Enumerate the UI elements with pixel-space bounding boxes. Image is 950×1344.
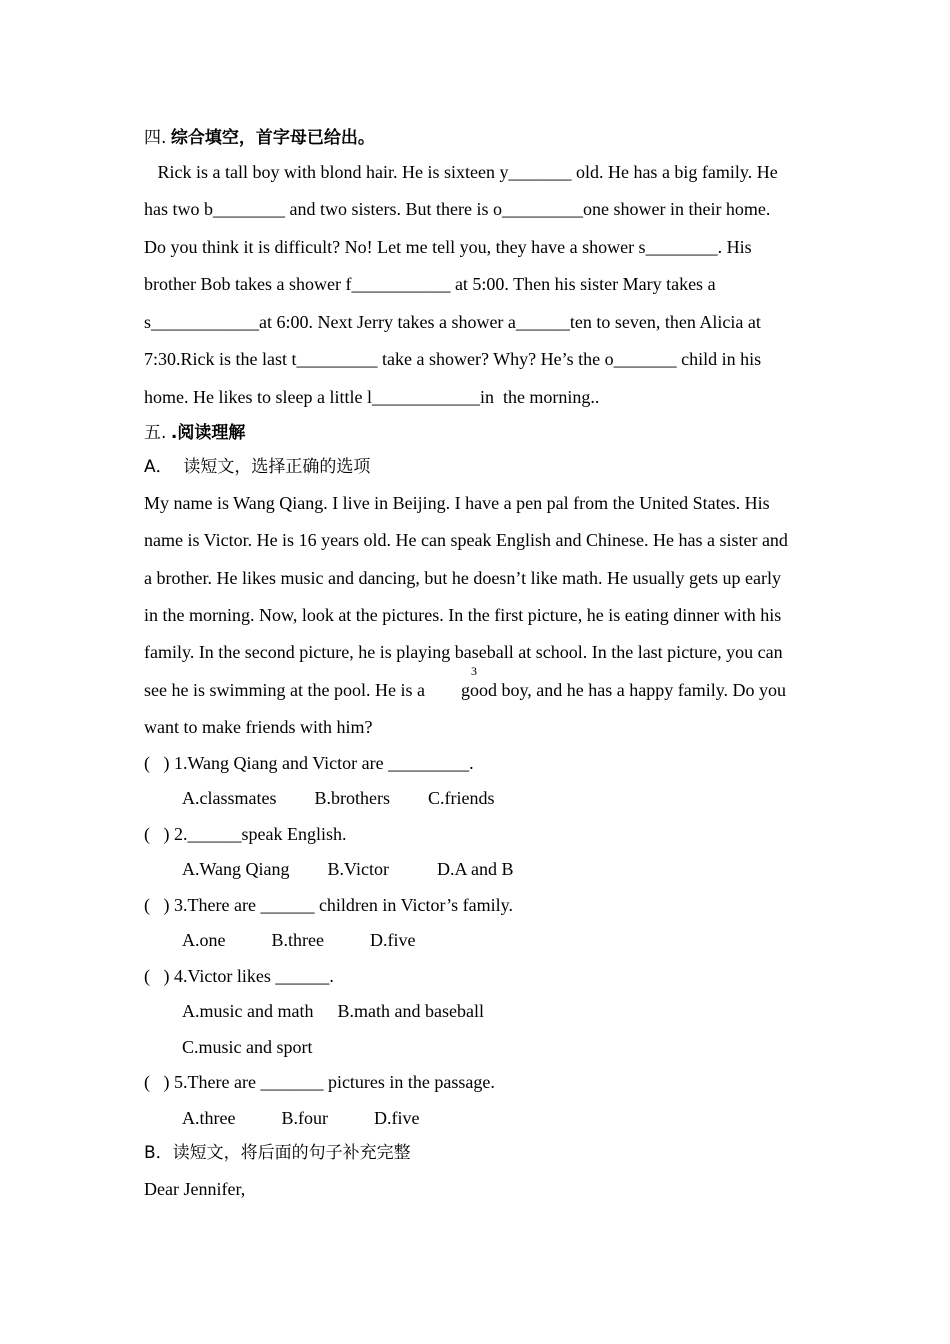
option: B.brothers <box>314 788 390 808</box>
section-4-heading <box>144 126 844 149</box>
cloze-line: home. He likes to sleep a little l____________in the morning.. <box>144 387 600 407</box>
question-stem: 5.There are _______ pictures in the passage. <box>174 1072 495 1092</box>
question-3 <box>144 894 844 916</box>
question-stem: 2.______speak English. <box>174 824 347 844</box>
passage-line: see he is swimming at the pool. He is a good boy, and he has a happy family. Do you <box>144 680 787 700</box>
question-4-options-line2 <box>182 1036 882 1058</box>
passage-line: a brother. He likes music and dancing, but he doesn’t like math. He usually gets up early <box>144 568 782 588</box>
part-b-title: B．读短文，将后面的句子补充完整 <box>144 1143 411 1163</box>
question-stem: 3.There are ______ children in Victor’s family. <box>174 895 513 915</box>
option: C.music and sport <box>182 1037 313 1057</box>
passage-line: want to make friends with him? <box>144 717 373 737</box>
passage-line: name is Victor. He is 16 years old. He can speak English and Chinese. He has a sister and <box>144 530 788 550</box>
option: D.A and B <box>436 859 514 879</box>
question-1 <box>144 752 844 774</box>
section-4-number: 四. <box>144 128 167 148</box>
option: A.Wang Qiang <box>182 859 290 879</box>
section-5-number: 五. <box>144 423 167 443</box>
question-stem: 1.Wang Qiang and Victor are _________. <box>174 753 474 773</box>
question-4 <box>144 965 844 987</box>
option: A.one <box>182 930 226 950</box>
answer-bracket[interactable]: ( ) <box>144 895 170 915</box>
option: C.friends <box>427 788 495 808</box>
passage-line: in the morning. Now, look at the pictures. In the first picture, he is eating dinner with his <box>144 605 782 625</box>
section-4-title: 综合填空，首字母已给出。 <box>170 128 375 148</box>
cloze-line: has two b________ and two sisters. But there is o_________one shower in their home. <box>144 199 771 219</box>
question-4-options <box>182 1000 882 1022</box>
section-5-heading <box>144 421 844 444</box>
answer-bracket[interactable]: ( ) <box>144 966 170 986</box>
answer-bracket[interactable]: ( ) <box>144 753 170 773</box>
page-number: 3 <box>471 664 477 678</box>
question-2 <box>144 823 844 845</box>
option: A.three <box>182 1108 236 1128</box>
part-a-title: A． 读短文，选择正确的选项 <box>144 457 371 477</box>
answer-bracket[interactable]: ( ) <box>144 824 170 844</box>
cloze-line: Rick is a tall boy with blond hair. He is sixteen y_______ old. He has a big family. He <box>144 162 778 182</box>
letter-greeting: Dear Jennifer, <box>144 1179 246 1199</box>
cloze-line: Do you think it is difficult? No! Let me tell you, they have a shower s________. His <box>144 237 752 257</box>
question-5 <box>144 1071 844 1093</box>
passage-line: family. In the second picture, he is playing baseball at school. In the last picture, you can <box>144 642 783 662</box>
option: D.five <box>369 930 416 950</box>
question-1-options <box>182 787 882 809</box>
option: B.three <box>271 930 324 950</box>
option: A.music and math <box>182 1001 314 1021</box>
answer-bracket[interactable]: ( ) <box>144 1072 170 1092</box>
question-2-options <box>182 858 882 880</box>
option: B.Victor <box>327 859 389 879</box>
option: D.five <box>373 1108 420 1128</box>
option: B.four <box>281 1108 328 1128</box>
section-5-title: .阅读理解 <box>170 423 246 443</box>
option: A.classmates <box>182 788 277 808</box>
question-5-options <box>182 1107 882 1129</box>
cloze-line: s____________at 6:00. Next Jerry takes a shower a______ten to seven, then Alicia at <box>144 312 761 332</box>
cloze-line: 7:30.Rick is the last t_________ take a shower? Why? He’s the o_______ child in his <box>144 349 762 369</box>
cloze-line: brother Bob takes a shower f___________ at 5:00. Then his sister Mary takes a <box>144 274 716 294</box>
passage-line: My name is Wang Qiang. I live in Beijing. I have a pen pal from the United States. His <box>144 493 770 513</box>
question-stem: 4.Victor likes ______. <box>174 966 334 986</box>
option: B.math and baseball <box>337 1001 484 1021</box>
question-3-options <box>182 929 882 951</box>
